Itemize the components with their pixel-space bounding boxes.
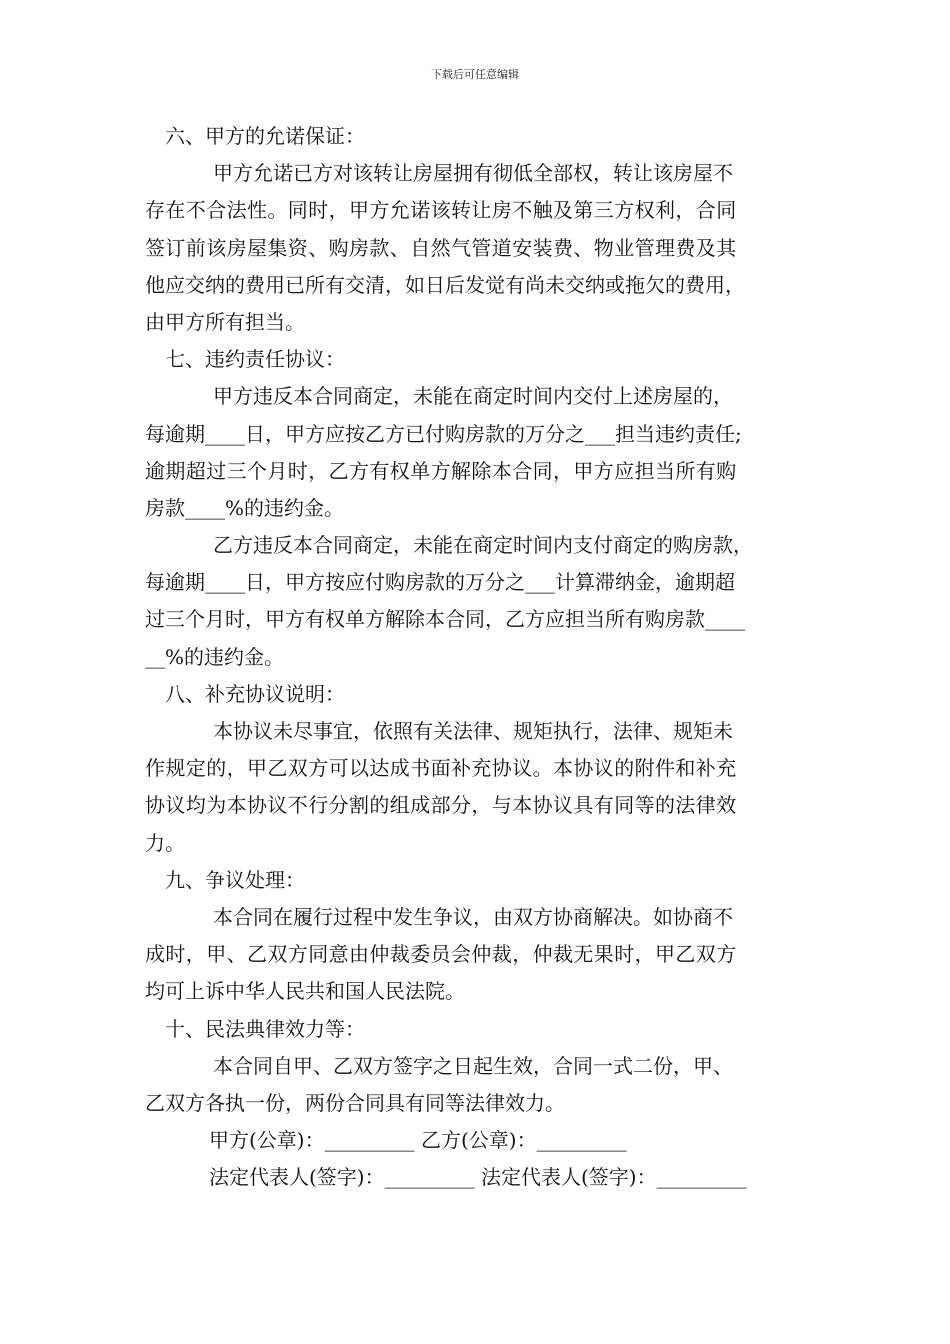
paragraph-line: 作规定的，甲乙双方可以达成书面补充协议。本协议的附件和补充 <box>145 756 737 781</box>
paragraph-line: 甲方允诺已方对该转让房屋拥有彻低全部权，转让该房屋不 <box>213 161 733 186</box>
section-heading-9: 九、争议处理： <box>165 867 305 892</box>
paragraph-line: 乙方违反本合同商定，未能在商定时间内支付商定的购房款， <box>213 533 753 558</box>
paragraph-line: 本合同在履行过程中发生争议，由双方协商解决。如协商不 <box>213 904 733 929</box>
paragraph-line: 存在不合法性。同时，甲方允诺该转让房不触及第三方权利，合同 <box>145 198 737 223</box>
contract-body <box>145 118 810 1196</box>
paragraph-line: 每逾期____日，甲方按应付购房款的万分之___计算滞纳金，逾期超 <box>145 570 735 595</box>
paragraph-line: 逾期超过三个月时，乙方有权单方解除本合同，甲方应担当所有购 <box>145 458 737 483</box>
page-header: 下载后可任意编辑 <box>431 68 519 81</box>
paragraph-line: 房款____%的违约金。 <box>145 495 345 520</box>
paragraph-line: 本协议未尽事宜，依照有关法律、规矩执行，法律、规矩未 <box>213 719 733 743</box>
signature-line-representative: 法定代表人(签字)：_________ 法定代表人(签字)：_________ <box>209 1165 747 1190</box>
paragraph-line: 他应交纳的费用已所有交清，如日后发觉有尚未交纳或拖欠的费用， <box>145 272 745 297</box>
section-heading-7: 七、违约责任协议： <box>165 347 345 372</box>
paragraph-line: 协议均为本协议不行分割的组成部分，与本协议具有同等的法律效 <box>145 793 737 818</box>
paragraph-line: __%的违约金。 <box>145 644 285 669</box>
paragraph-line: 签订前该房屋集资、购房款、自然气管道安装费、物业管理费及其 <box>145 235 737 260</box>
section-heading-8: 八、补充协议说明： <box>165 681 345 706</box>
paragraph-line: 乙双方各执一份，两份合同具有同等法律效力。 <box>145 1090 565 1115</box>
paragraph-line: 成时，甲、乙双方同意由仲裁委员会仲裁，仲裁无果时，甲乙双方 <box>145 942 737 967</box>
paragraph-line: 每逾期____日，甲方应按乙方已付购房款的万分之___担当违约责任; <box>145 421 742 446</box>
paragraph-line: 甲方违反本合同商定，未能在商定时间内交付上述房屋的， <box>213 384 733 409</box>
section-heading-6: 六、甲方的允诺保证： <box>165 124 365 148</box>
signature-line-seal: 甲方(公章)：_________ 乙方(公章)：_________ <box>209 1128 627 1153</box>
paragraph-line: 过三个月时，甲方有权单方解除本合同，乙方应担当所有购房款____ <box>145 607 745 632</box>
paragraph-line: 由甲方所有担当。 <box>145 309 305 334</box>
paragraph-line: 本合同自甲、乙双方签字之日起生效，合同一式二份，甲、 <box>213 1053 733 1078</box>
section-heading-10: 十、民法典律效力等： <box>165 1016 365 1041</box>
paragraph-line: 均可上诉中华人民共和国人民法院。 <box>145 979 465 1004</box>
paragraph-line: 力。 <box>145 830 185 855</box>
